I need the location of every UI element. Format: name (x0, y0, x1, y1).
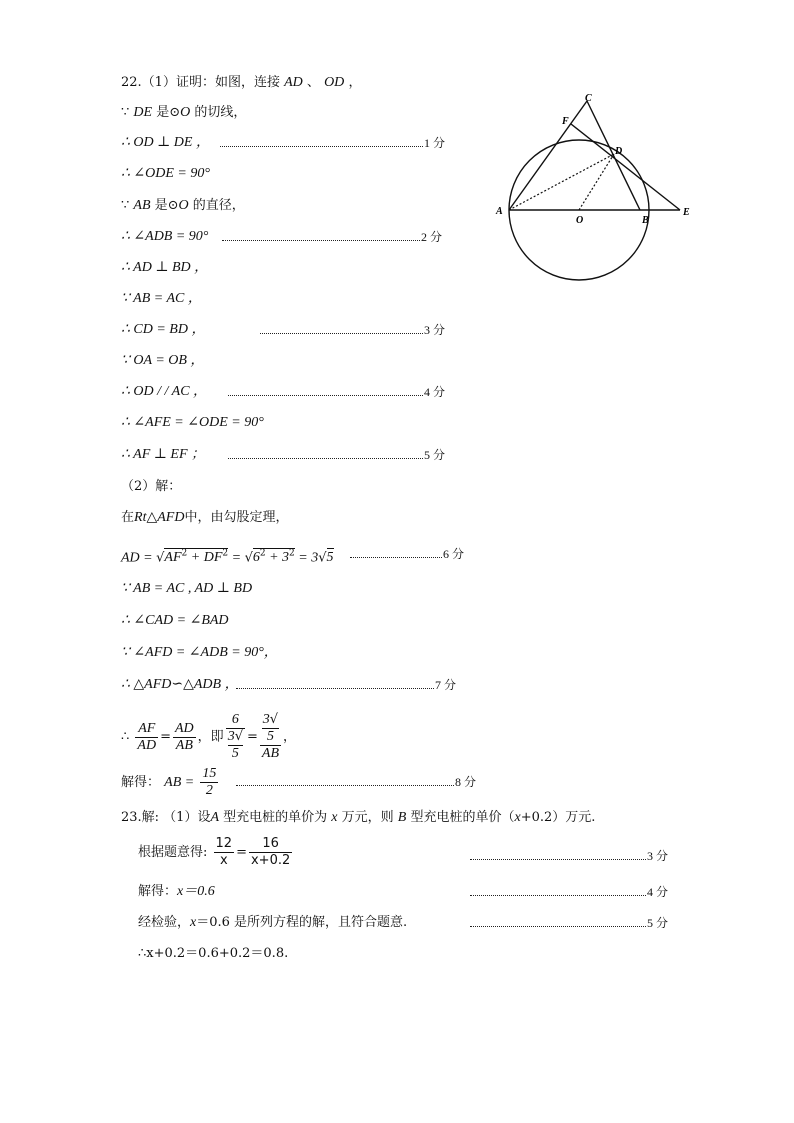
q23-head-a: 23.解: （1）设 (121, 810, 211, 825)
q23-check-line (138, 914, 407, 932)
q22-head-text: 22.（1）证明：如图，连接 (121, 75, 280, 90)
ratio-pre: ∴ (121, 729, 130, 745)
q23-score-5-label: 5 分 (647, 916, 669, 930)
q22-score-2 (222, 228, 442, 246)
q23-equation-line: 根据题意得: $\frac{12}{x}$ = $\frac{16}{x+0.2}$ (138, 836, 291, 868)
ratio-f3-num: 6 (231, 712, 239, 727)
score-7-label: 7 分 (435, 678, 457, 692)
q23-f2-num: 16 (249, 836, 292, 853)
q22-part2-label: （2）解： (121, 479, 182, 494)
point-o-label: O (576, 215, 584, 226)
ratio-frac-3r5-ab: 3√ 5 AB (261, 712, 279, 761)
q22-head-sep: 、 (306, 75, 320, 90)
q23-score-3 (470, 847, 668, 865)
circle-tangent-figure (490, 88, 700, 288)
solve-ab: AB = (164, 775, 195, 790)
q23-head-A: A (210, 810, 220, 825)
line-fe (571, 124, 680, 210)
ad-rad-6: 6 (252, 550, 260, 566)
q22-s4-mid: 是⊙ (150, 198, 179, 213)
q23-score-3-label: 3 分 (647, 849, 669, 863)
q22-line-15 (121, 644, 278, 662)
point-e-label: E (683, 207, 690, 218)
q23-final: ∴x+0.2＝0.6+0.2＝0.8. (138, 946, 289, 961)
q22-line-7 (121, 290, 202, 308)
q23-head-b: 型充电桩的单价为 (219, 810, 332, 825)
q22-s1-pre: ∵ (121, 105, 134, 120)
ratio-frac-af-ad (135, 721, 158, 754)
q22-line-4 (121, 197, 245, 215)
q22-s1-o: O (180, 105, 191, 120)
line-ad (509, 154, 614, 210)
q23-head-e: +0.2）万元. (520, 810, 596, 825)
q23-score-4-label: 4 分 (647, 885, 669, 899)
score-8-label: 8 分 (455, 775, 477, 789)
q23-f1-den: x (219, 853, 228, 868)
q22-s1-post: 的切线， (190, 105, 247, 120)
q22-line-8 (121, 321, 205, 339)
line-ac (509, 101, 587, 210)
q23-frac-12-x (214, 836, 235, 869)
q22-solve-line (121, 766, 220, 799)
q22-score-1 (220, 134, 445, 152)
ratio-f3-den-b: 5 (231, 746, 239, 761)
q23-heading (121, 809, 595, 827)
ratio-f4-den: AB (261, 746, 279, 761)
ad-plus-1: + (187, 550, 204, 566)
point-a-label: A (496, 206, 503, 217)
q22-s1-de: DE (133, 105, 153, 120)
q22-s4-ab: AB (133, 198, 151, 213)
q23-score-4 (470, 883, 668, 901)
ratio-f1-num: AF (138, 720, 156, 736)
score-1-label: 1 分 (424, 136, 446, 150)
q22-score-5 (228, 446, 445, 464)
ratio-frac-6: 6 3√ 5 (227, 712, 243, 761)
q23-sol-value: x＝0.6 (177, 884, 215, 899)
score-5-label: 5 分 (424, 448, 446, 462)
q22-rt-tri: Rt△AFD (134, 510, 185, 525)
q22-s9: ∵ OA = OB ， (121, 353, 205, 368)
ad-rad-3: 3 (282, 550, 290, 566)
ad-eq-2: = (228, 550, 245, 566)
q22-s11: ∴ ∠AFE = ∠ODE = 90° (121, 415, 264, 430)
solve-frac (200, 766, 218, 799)
score-3-label: 3 分 (424, 323, 446, 337)
ratio-end: ， (283, 729, 297, 745)
point-f-label: F (562, 116, 569, 127)
q23-check-x: x (190, 915, 197, 930)
ratio-f4-num-a: 3 (262, 712, 270, 727)
solve-num: 15 (202, 766, 217, 781)
ratio-f2-den: AB (175, 737, 193, 753)
q23-final-line (138, 945, 288, 963)
q22-rt-post: 中，由勾股定理， (184, 510, 289, 525)
q22-line-1 (121, 104, 246, 122)
q22-ratio-line: ∴ $\frac{AF}{AD}$ = $\frac{AD}{AB}$ ，即 6 3√ 5 = 3√ 5 AB ， (121, 712, 297, 761)
q23-solve-line (138, 883, 215, 901)
ad-rad-af: AF (164, 550, 182, 566)
q23-head-x: x (331, 810, 338, 825)
solve-den: 2 (205, 783, 213, 798)
q23-check-post: ＝0.6 是所列方程的解，且符合题意. (196, 915, 408, 930)
q22-score-6 (350, 545, 464, 563)
q22-s15: ∵ ∠AFD = ∠ADB = 90°， (121, 645, 278, 660)
q22-part2-heading (121, 478, 181, 496)
ad-eq-3: = 3 (294, 550, 319, 566)
q23-eq-pre: 根据题意得: (138, 845, 208, 860)
q22-s13: ∵ AB = AC , AD ⊥ BD (121, 581, 253, 596)
q22-score-4 (228, 383, 445, 401)
q23-head-c: 万元，则 (337, 810, 398, 825)
q23-sol-pre: 解得： (138, 884, 178, 899)
q23-head-d: 型充电桩的单价（ (406, 810, 515, 825)
point-c-label: C (585, 93, 592, 104)
score-2-label: 2 分 (421, 230, 443, 244)
ratio-f3-den-a: 3 (227, 729, 235, 744)
q22-s2: ∴ OD ⊥ DE ， (121, 135, 210, 150)
q22-s4-pre: ∵ (121, 198, 134, 213)
q22-score-3 (260, 321, 445, 339)
q23-head-B: B (397, 810, 407, 825)
q22-line-6 (121, 259, 208, 277)
q22-line-5 (121, 228, 208, 246)
ratio-f1-den: AD (137, 737, 157, 753)
score-6-label: 6 分 (443, 547, 465, 561)
ad-rad-df: DF (203, 550, 223, 566)
q22-s7: ∵ AB = AC ， (121, 291, 202, 306)
ad-result: 5 (326, 550, 334, 566)
q22-line-3 (121, 165, 210, 183)
ratio-ji: ，即 (197, 729, 224, 745)
q22-line-16 (121, 676, 239, 694)
q22-score-8 (236, 773, 476, 791)
q22-s8: ∴ CD = BD ， (121, 322, 206, 337)
q23-frac-16-x02 (249, 836, 292, 869)
q22-s1-mid: 是⊙ (152, 105, 181, 120)
q22-line-14 (121, 612, 229, 630)
q22-ad-formula: AD = $√AF^2 + DF^2 = √6^2 + 3^2 = 3√5$ (121, 549, 334, 566)
ratio-f4-num-b: 5 (266, 729, 274, 744)
point-b-label: B (642, 215, 649, 226)
q22-line-10 (121, 383, 207, 401)
q23-check-pre: 经检验， (138, 915, 191, 930)
q22-score-7 (236, 676, 456, 694)
q22-head-od: OD (324, 75, 345, 90)
score-4-label: 4 分 (424, 385, 446, 399)
q22-line-2 (121, 134, 210, 152)
q23-head-x2: x (514, 810, 521, 825)
q22-rt-pre: 在 (121, 510, 135, 525)
solve-pre: 解得： (121, 775, 161, 790)
q22-s10: ∴ OD / / AC ， (121, 384, 208, 399)
q22-s3: ∴ ∠ODE = 90° (121, 166, 210, 181)
q22-s4-post: 的直径， (188, 198, 245, 213)
q23-score-5 (470, 914, 668, 932)
q22-head-ad: AD (284, 75, 303, 90)
ad-lhs: AD = (121, 550, 157, 566)
q22-s5: ∴ ∠ADB = 90° (121, 229, 209, 244)
q22-line-11 (121, 414, 264, 432)
q23-f1-num: 12 (215, 836, 233, 851)
ad-plus-2: + (265, 550, 283, 566)
q22-s16: ∴ △AFD∽△ADB ， (121, 677, 239, 692)
q22-line-9 (121, 352, 204, 370)
q22-s14: ∴ ∠CAD = ∠BAD (121, 613, 229, 628)
q23-f2-den: x+0.2 (250, 853, 291, 868)
q22-s6: ∴ AD ⊥ BD ， (121, 260, 209, 275)
ratio-frac-ad-ab (173, 721, 196, 754)
point-d-label: D (615, 146, 623, 157)
q22-heading (121, 74, 361, 92)
q22-line-13 (121, 580, 252, 598)
q22-rt-line (121, 509, 288, 527)
q22-line-12 (121, 446, 205, 464)
ratio-f2-num: AD (175, 720, 194, 736)
q22-s4-o: O (178, 198, 189, 213)
q22-s12: ∴ AF ⊥ EF ； (121, 447, 206, 462)
q22-head-end: ， (348, 75, 362, 90)
line-od (579, 154, 614, 210)
